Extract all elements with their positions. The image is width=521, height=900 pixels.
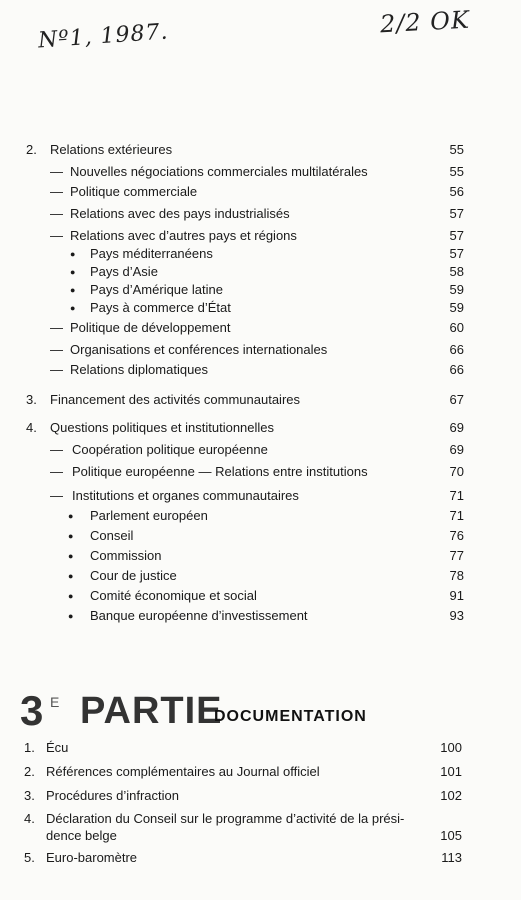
toc-dash: —	[50, 362, 63, 377]
toc-entry-section-3	[0, 390, 521, 410]
part-subtitle: DOCUMENTATION	[214, 708, 367, 725]
toc-subentry	[0, 462, 521, 482]
toc-page: 56	[449, 184, 464, 199]
toc-label: Organisations et conférences internationales	[70, 342, 328, 357]
bullet-icon: ●	[70, 303, 76, 313]
bullet-icon: ●	[70, 267, 76, 277]
toc-label: Commission	[90, 548, 162, 563]
toc-subentry	[0, 340, 521, 360]
doc-entry	[0, 738, 521, 758]
toc-page: 76	[449, 528, 464, 543]
toc-label: Institutions et organes communautaires	[72, 488, 299, 503]
toc-page: 66	[449, 342, 464, 357]
toc-label: Conseil	[90, 528, 134, 543]
bullet-icon: ●	[68, 531, 74, 541]
toc-bullet-entry	[0, 566, 521, 586]
doc-number: 1.	[24, 740, 35, 755]
handwritten-status-note: 2/2 OK	[379, 5, 471, 39]
toc-page: 91	[449, 588, 464, 603]
toc-label: Pays d’Asie	[90, 264, 158, 279]
toc-label: Relations avec d’autres pays et régions	[70, 228, 297, 243]
bullet-icon: ●	[68, 591, 74, 601]
toc-label: Relations avec des pays industrialisés	[70, 206, 290, 221]
toc-page: 71	[449, 508, 464, 523]
bullet-icon: ●	[68, 571, 74, 581]
toc-subentry	[0, 318, 521, 338]
doc-page: 105	[440, 828, 462, 843]
toc-label: Relations diplomatiques	[70, 362, 209, 377]
bullet-icon: ●	[68, 511, 74, 521]
toc-subentry	[0, 360, 521, 380]
toc-label: Politique commerciale	[70, 184, 198, 199]
doc-number: 4.	[24, 811, 35, 826]
toc-subentry	[0, 226, 521, 246]
toc-label: Nouvelles négociations commerciales multilatérales	[70, 164, 368, 179]
toc-page: 70	[449, 464, 464, 479]
doc-label-line-1: Déclaration du Conseil sur le programme d’activité de la prési-	[46, 811, 405, 826]
toc-label: Comité économique et social	[90, 588, 257, 603]
doc-entry	[0, 848, 521, 868]
toc-label: Financement des activités communautaires	[50, 392, 301, 407]
toc-dash: —	[50, 342, 63, 357]
toc-label: Pays méditerranéens	[90, 246, 213, 261]
part-number: 3	[20, 687, 44, 734]
toc-bullet-entry	[0, 244, 521, 264]
doc-page: 101	[440, 764, 462, 779]
toc-number: 2.	[26, 142, 37, 157]
toc-page: 71	[449, 488, 464, 503]
toc-dash: —	[50, 164, 63, 179]
toc-label: Politique européenne — Relations entre institutions	[72, 464, 368, 479]
toc-label: Questions politiques et institutionnelles	[50, 420, 275, 435]
doc-entry	[0, 786, 521, 806]
toc-label: Cour de justice	[90, 568, 177, 583]
bullet-icon: ●	[70, 249, 76, 259]
toc-dash: —	[50, 320, 63, 335]
doc-entry	[0, 762, 521, 782]
toc-bullet-entry	[0, 280, 521, 300]
doc-label: Euro-baromètre	[46, 850, 138, 865]
doc-label-line-2: dence belge	[46, 828, 117, 843]
doc-page: 102	[440, 788, 462, 803]
part-number-superscript: E	[50, 694, 60, 710]
toc-page: 69	[449, 442, 464, 457]
toc-page: 66	[449, 362, 464, 377]
toc-page: 57	[449, 228, 464, 243]
toc-label: Banque européenne d’investissement	[90, 608, 308, 623]
toc-bullet-entry	[0, 546, 521, 566]
bullet-icon: ●	[70, 285, 76, 295]
toc-subentry	[0, 440, 521, 460]
toc-entry-section-2	[0, 140, 521, 160]
doc-label: Références complémentaires au Journal officiel	[46, 764, 320, 779]
toc-dash: —	[50, 206, 63, 221]
part-word: PARTIE	[80, 690, 223, 732]
toc-label: Politique de développement	[70, 320, 231, 335]
toc-page: 58	[449, 264, 464, 279]
toc-entry-section-4	[0, 418, 521, 438]
toc-dash: —	[50, 228, 63, 243]
bullet-icon: ●	[68, 551, 74, 561]
toc-label: Relations extérieures	[50, 142, 173, 157]
toc-bullet-entry	[0, 586, 521, 606]
toc-page: 69	[449, 420, 464, 435]
toc-page: 77	[449, 548, 464, 563]
toc-number: 4.	[26, 420, 37, 435]
bullet-icon: ●	[68, 611, 74, 621]
toc-bullet-entry	[0, 262, 521, 282]
toc-page: 60	[449, 320, 464, 335]
handwritten-issue-note: Nº1, 1987.	[37, 19, 170, 54]
doc-label: Écu	[46, 740, 69, 755]
toc-label: Pays d’Amérique latine	[90, 282, 223, 297]
toc-bullet-entry	[0, 606, 521, 626]
doc-label: Procédures d’infraction	[46, 788, 179, 803]
toc-page: 55	[449, 142, 464, 157]
toc-page: 67	[449, 392, 464, 407]
toc-subentry	[0, 204, 521, 224]
toc-page: 93	[449, 608, 464, 623]
toc-dash: —	[50, 488, 63, 503]
toc-subentry	[0, 486, 521, 506]
toc-page: 57	[449, 206, 464, 221]
doc-number: 3.	[24, 788, 35, 803]
toc-page: 59	[449, 282, 464, 297]
toc-subentry	[0, 182, 521, 202]
toc-page: 55	[449, 164, 464, 179]
doc-number: 2.	[24, 764, 35, 779]
toc-bullet-entry	[0, 526, 521, 546]
toc-label: Coopération politique européenne	[72, 442, 268, 457]
doc-entry-two-line	[0, 808, 521, 846]
doc-number: 5.	[24, 850, 35, 865]
doc-page: 113	[441, 850, 462, 865]
toc-bullet-entry	[0, 506, 521, 526]
toc-dash: —	[50, 442, 63, 457]
toc-dash: —	[50, 184, 63, 199]
toc-bullet-entry	[0, 298, 521, 318]
toc-page: 78	[449, 568, 464, 583]
doc-page: 100	[440, 740, 462, 755]
toc-page: 57	[449, 246, 464, 261]
toc-label: Pays à commerce d’État	[90, 300, 231, 315]
toc-subentry	[0, 162, 521, 182]
toc-page: 59	[449, 300, 464, 315]
toc-label: Parlement européen	[90, 508, 208, 523]
toc-dash: —	[50, 464, 63, 479]
toc-number: 3.	[26, 392, 37, 407]
